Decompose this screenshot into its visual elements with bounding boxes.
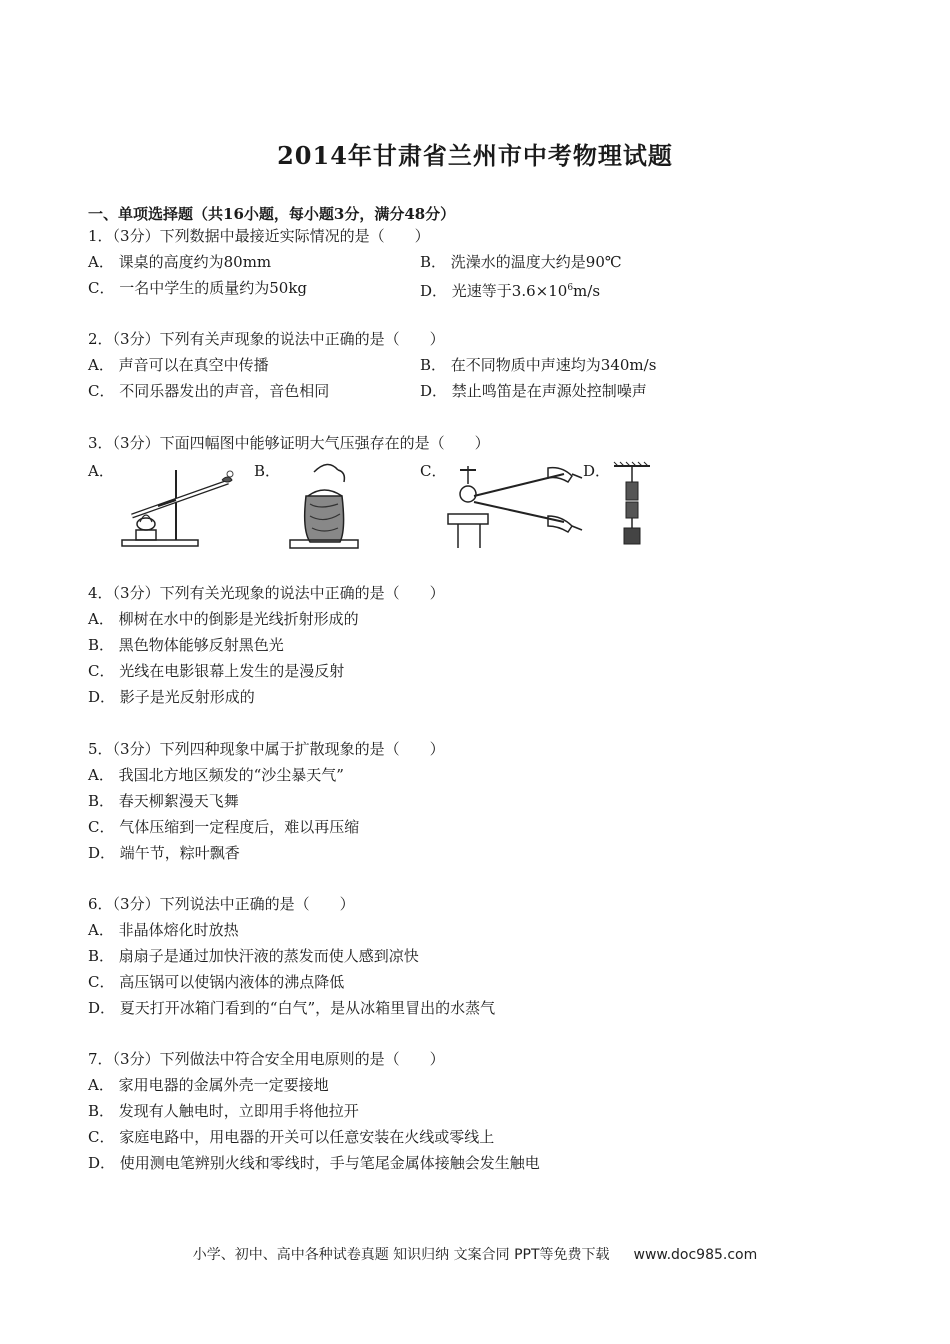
- option-d: D． 使用测电笔辨别火线和零线时，手与笔尾金属体接触会发生触电: [88, 1154, 540, 1172]
- option-d: D． 禁止鸣笛是在声源处控制噪声: [420, 382, 647, 400]
- option-c: C． 气体压缩到一定程度后，难以再压缩: [88, 818, 360, 836]
- option-b: B． 春天柳絮漫天飞舞: [88, 792, 239, 810]
- page-title: 2014年甘肃省兰州市中考物理试题: [277, 141, 673, 170]
- option-c: C． 一名中学生的质量约为50kg: [88, 279, 308, 297]
- option-d: D．: [583, 462, 611, 480]
- option-d-unit: m/s: [573, 282, 601, 300]
- option-d-text: D． 光速等于3.6×10: [420, 282, 568, 300]
- option-a: A． 声音可以在真空中传播: [88, 356, 269, 374]
- question-5: [88, 736, 868, 866]
- question-2: [88, 326, 868, 404]
- figure-c-magdeburg-hemispheres: [444, 464, 584, 554]
- option-c: C． 高压锅可以使锅内液体的沸点降低: [88, 973, 345, 991]
- option-b: B． 在不同物质中声速均为340m/s: [420, 356, 657, 374]
- figure-a-test-tube-heating: [118, 466, 238, 550]
- question-stem: 6．（3分）下列说法中正确的是（ ）: [88, 895, 355, 913]
- question-stem: 2．（3分）下列有关声现象的说法中正确的是（ ）: [88, 330, 445, 348]
- option-b: B． 发现有人触电时，立即用手将他拉开: [88, 1102, 359, 1120]
- option-a: A． 非晶体熔化时放热: [88, 921, 239, 939]
- option-row: [88, 378, 868, 404]
- option-row: [88, 275, 868, 301]
- question-stem: 4．（3分）下列有关光现象的说法中正确的是（ ）: [88, 584, 445, 602]
- option-row: [88, 249, 868, 275]
- footer-text: 小学、初中、高中各种试卷真题 知识归纳 文案合同 PPT等免费下载: [192, 1247, 610, 1263]
- option-d: D． 端午节，粽叶飘香: [88, 844, 240, 862]
- option-b: B． 黑色物体能够反射黑色光: [88, 636, 284, 654]
- option-a: A． 家用电器的金属外壳一定要接地: [88, 1076, 329, 1094]
- question-7: [88, 1046, 868, 1176]
- option-b: B． 扇扇子是通过加快汗液的蒸发而使人感到凉快: [88, 947, 419, 965]
- figure-d-hanging-weights: [612, 462, 652, 552]
- question-6: [88, 891, 868, 1021]
- question-stem: 1．（3分）下列数据中最接近实际情况的是（ ）: [88, 227, 430, 245]
- option-a: A．: [88, 462, 114, 480]
- option-d: D． 影子是光反射形成的: [88, 688, 255, 706]
- question-3: [88, 430, 868, 560]
- page-footer: [0, 1244, 950, 1264]
- figure-b-cup-experiment: [284, 460, 364, 552]
- option-a: A． 柳树在水中的倒影是光线折射形成的: [88, 610, 359, 628]
- option-d-exponent: 6: [567, 283, 574, 293]
- option-row: [88, 352, 868, 378]
- option-c: C． 家庭电路中，用电器的开关可以任意安装在火线或零线上: [88, 1128, 495, 1146]
- question-4: [88, 580, 868, 710]
- question-stem: 7．（3分）下列做法中符合安全用电原则的是（ ）: [88, 1050, 445, 1068]
- option-b: B．: [254, 462, 281, 480]
- option-a: A． 我国北方地区频发的“沙尘暴天气”: [88, 766, 344, 784]
- option-c: C． 不同乐器发出的声音，音色相同: [88, 382, 330, 400]
- option-b: B． 洗澡水的温度大约是90℃: [420, 253, 622, 271]
- option-d: D． 夏天打开冰箱门看到的“白气”，是从冰箱里冒出的水蒸气: [88, 999, 496, 1017]
- option-d: [420, 275, 600, 304]
- footer-site-link[interactable]: www.doc985.com: [633, 1247, 758, 1263]
- option-a: A． 课桌的高度约为80mm: [88, 253, 272, 271]
- option-c: C． 光线在电影银幕上发生的是漫反射: [88, 662, 345, 680]
- question-stem: 3．（3分）下面四幅图中能够证明大气压强存在的是（ ）: [88, 434, 490, 452]
- section-heading: 一、单项选择题（共16小题，每小题3分，满分48分）: [88, 205, 456, 223]
- question-1: [88, 223, 868, 301]
- question-stem: 5．（3分）下列四种现象中属于扩散现象的是（ ）: [88, 740, 445, 758]
- option-c: C．: [420, 462, 447, 480]
